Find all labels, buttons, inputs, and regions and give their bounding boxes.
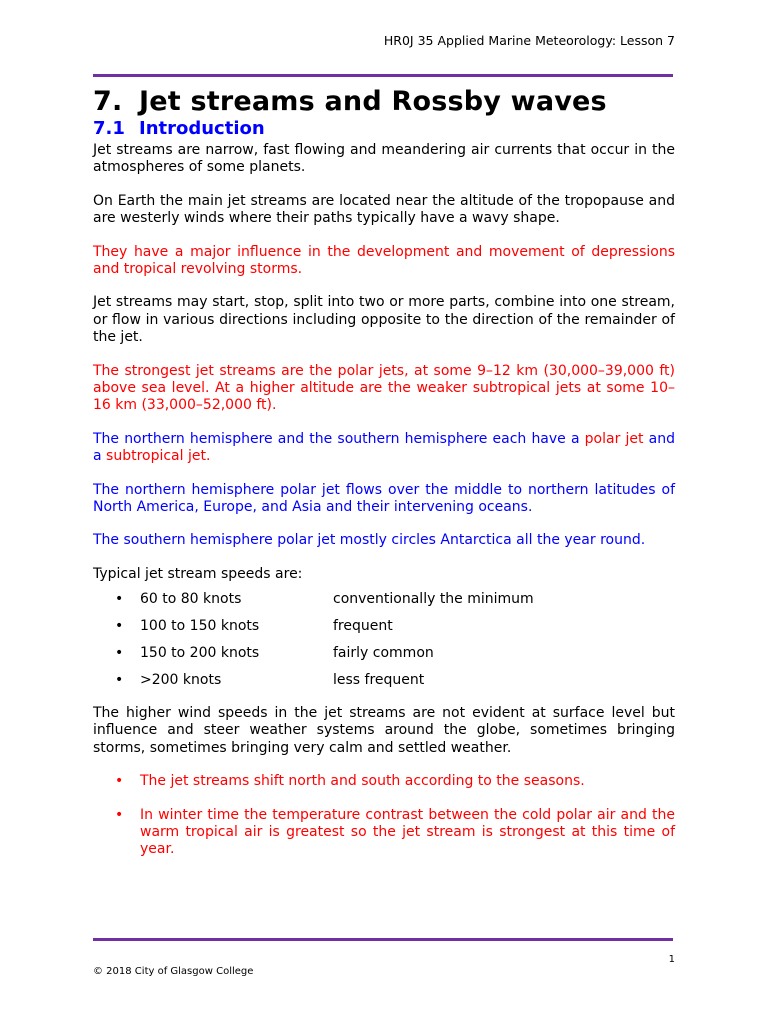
list-item xyxy=(93,618,675,635)
speed-description: conventionally the minimum xyxy=(333,591,534,608)
speed-list xyxy=(93,591,675,689)
list-item xyxy=(93,645,675,662)
list-item xyxy=(93,807,675,859)
paragraph-1: Jet streams are narrow, fast flowing and meandering air currents that occur in the atmospheres of some planets. xyxy=(93,141,675,176)
section-title-text: Introduction xyxy=(139,118,265,140)
paragraph-6-period: . xyxy=(205,448,211,465)
paragraph-6 xyxy=(93,431,675,466)
paragraph-4: Jet streams may start, stop, split into two or more parts, combine into one stream, or flow in various directions including opposite to the direction of the remainder of the jet. xyxy=(93,294,675,346)
chapter-title xyxy=(93,86,675,118)
polar-jet-term: polar jet xyxy=(584,430,644,447)
paragraph-6-part-a: The northern hemisphere and the southern hemisphere each have a xyxy=(93,430,585,447)
bullet-text: In winter time the temperature contrast between the cold polar air and the warm tropical air is greatest so the jet stream is strongest at this time of year. xyxy=(140,806,675,858)
bottom-divider xyxy=(93,938,673,941)
speed-description: frequent xyxy=(333,618,393,635)
paragraph-3: They have a major influence in the development and movement of depressions and tropical revolving storms. xyxy=(93,243,675,278)
page-number: 1 xyxy=(668,954,675,965)
section-number: 7.1 xyxy=(93,118,125,140)
list-item xyxy=(93,672,675,689)
paragraph-9: Typical jet stream speeds are: xyxy=(93,565,303,582)
section-heading xyxy=(93,118,675,140)
paragraph-6-part-c: and a xyxy=(93,430,675,465)
bullet-icon: • xyxy=(115,773,124,790)
speed-range: >200 knots xyxy=(140,671,222,688)
list-item xyxy=(93,591,675,608)
bullet-icon: • xyxy=(115,644,124,661)
copyright-footer: © 2018 City of Glasgow College xyxy=(93,966,254,977)
list-item xyxy=(93,773,675,790)
bullet-icon: • xyxy=(115,671,124,688)
paragraph-7: The northern hemisphere polar jet flows over the middle to northern latitudes of North America, Europe, and Asia and their intervening oceans. xyxy=(93,481,675,516)
bullet-icon: • xyxy=(115,806,124,823)
subtropical-jet-term: subtropical jet xyxy=(106,448,206,465)
paragraph-8: The southern hemisphere polar jet mostly circles Antarctica all the year round. xyxy=(93,532,646,549)
bullet-text: The jet streams shift north and south according to the seasons. xyxy=(140,773,585,790)
seasonal-bullet-list xyxy=(93,773,675,859)
paragraph-2: On Earth the main jet streams are located near the altitude of the tropopause and are westerly winds where their paths typically have a wavy shape. xyxy=(93,192,675,227)
paragraph-5: The strongest jet streams are the polar jets, at some 9–12 km (30,000–39,000 ft) above sea level. At a higher altitude are the weaker subtropical jets at some 10–16 km (33,000–52,000 ft). xyxy=(93,362,675,414)
speed-range: 150 to 200 knots xyxy=(140,644,260,661)
bullet-icon: • xyxy=(115,618,124,635)
speed-range: 60 to 80 knots xyxy=(140,591,242,608)
chapter-title-text: Jet streams and Rossby waves xyxy=(139,86,607,117)
chapter-number: 7. xyxy=(93,86,123,117)
running-header: HR0J 35 Applied Marine Meteorology: Lesson 7 xyxy=(383,33,675,48)
top-divider xyxy=(93,74,673,77)
speed-range: 100 to 150 knots xyxy=(140,618,260,635)
speed-description: less frequent xyxy=(333,671,425,688)
speed-description: fairly common xyxy=(333,644,434,661)
paragraph-10: The higher wind speeds in the jet streams are not evident at surface level but influence and steer weather systems around the globe, sometimes bringing storms, sometimes bringing very calm and settled weather. xyxy=(93,705,675,756)
document-body xyxy=(93,86,675,875)
bullet-icon: • xyxy=(115,591,124,608)
